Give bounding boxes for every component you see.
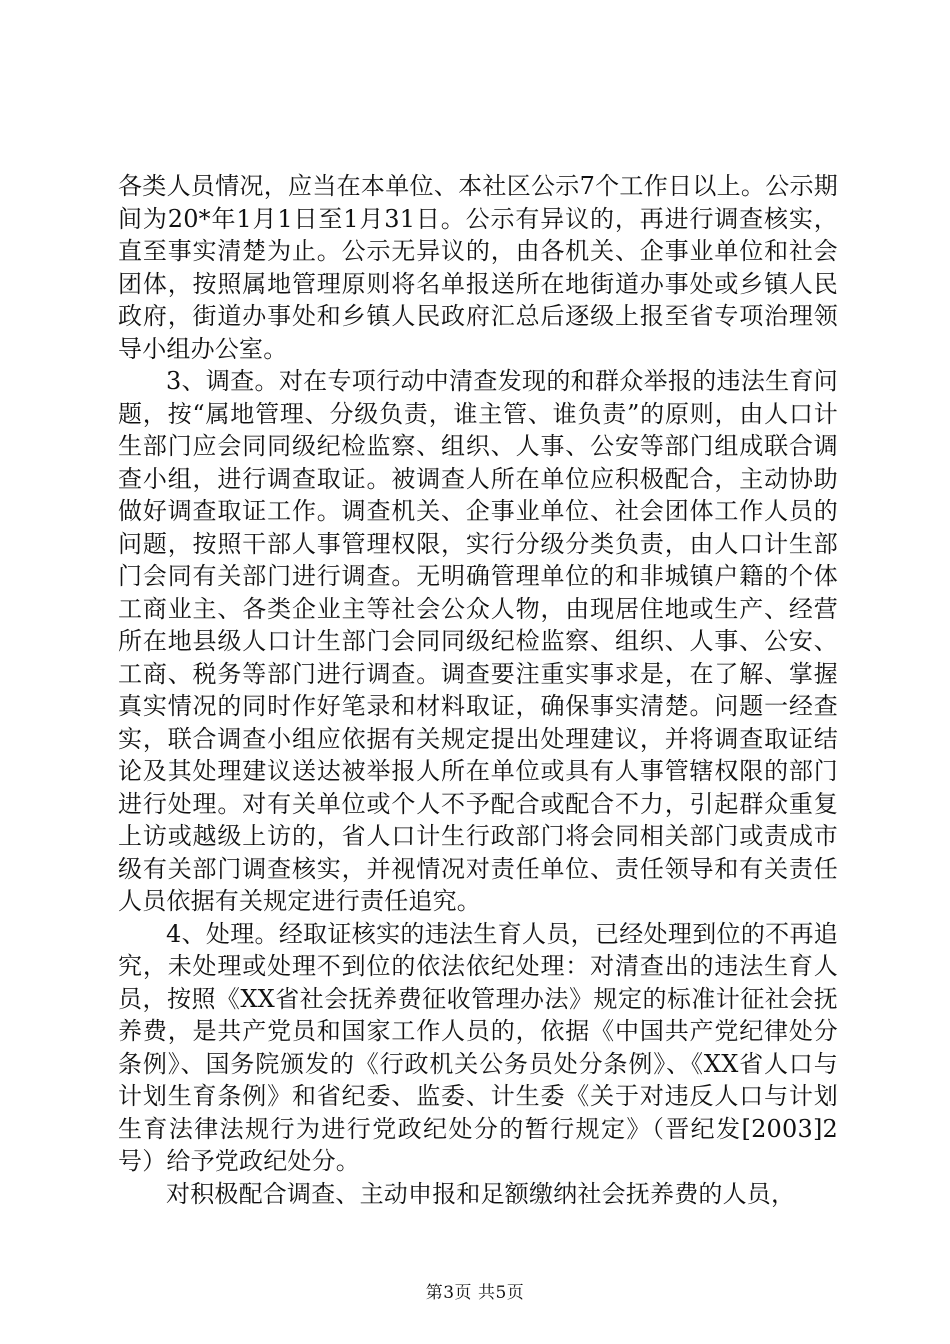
paragraph-handling: 4、处理。经取证核实的违法生育人员，已经处理到位的不再追究，未处理或处理不到位的依法依纪处理：对清查出的违法生育人员，按照《XX省社会抚养费征收管理办法》规定的标准计征社会抚养费，是共产党员和国家工作人员的，依据《中国共产党纪律处分条例》、国务院颁发的《行政机关公务员处分条例》、《XX省人口与计划生育条例》和省纪委、监委、计生委《关于对违反人口与计划生育法律法规行为进行党政纪处分的暂行规定》（晋纪发[2003]2号）给予党政纪处分。 (118, 919, 838, 1175)
body-text (118, 170, 838, 1210)
paragraph-investigation: 3、调查。对在专项行动中清查发现的和群众举报的违法生育问题，按“属地管理、分级负责，谁主管、谁负责”的原则，由人口计生部门应会同同级纪检监察、组织、人事、公安等部门组成联合调查小组，进行调查取证。被调查人所在单位应积极配合，主动协助做好调查取证工作。调查机关、企事业单位、社会团体工作人员的问题，按照干部人事管理权限，实行分级分类负责，由人口计生部门会同有关部门进行调查。无明确管理单位的和非城镇户籍的个体工商业主、各类企业主等社会公众人物，由现居住地或生产、经营所在地县级人口计生部门会同同级纪检监察、组织、人事、公安、工商、税务等部门进行调查。调查要注重实事求是，在了解、掌握真实情况的同时作好笔录和材料取证，确保事实清楚。问题一经查实，联合调查小组应依据有关规定提出处理建议，并将调查取证结论及其处理建议送达被举报人所在单位或具有人事管辖权限的部门进行处理。对有关单位或个人不予配合或配合不力，引起群众重复上访或越级上访的，省人口计生行政部门将会同相关部门或责成市级有关部门调查核实，并视情况对责任单位、责任领导和有关责任人员依据有关规定进行责任追究。 (118, 367, 838, 915)
paragraph-cooperation: 对积极配合调查、主动申报和足额缴纳社会抚养费的人员， (166, 1179, 796, 1208)
paragraph-continuation: 各类人员情况，应当在本单位、本社区公示7个工作日以上。公示期间为20*年1月1日至1月31日。公示有异议的，再进行调查核实，直至事实清楚为止。公示无异议的，由各机关、企事业单位和社会团体，按照属地管理原则将名单报送所在地街道办事处或乡镇人民政府，街道办事处和乡镇人民政府汇总后逐级上报至省专项治理领导小组办公室。 (118, 172, 838, 363)
page-footer: 第3页 共5页 (425, 1283, 525, 1303)
